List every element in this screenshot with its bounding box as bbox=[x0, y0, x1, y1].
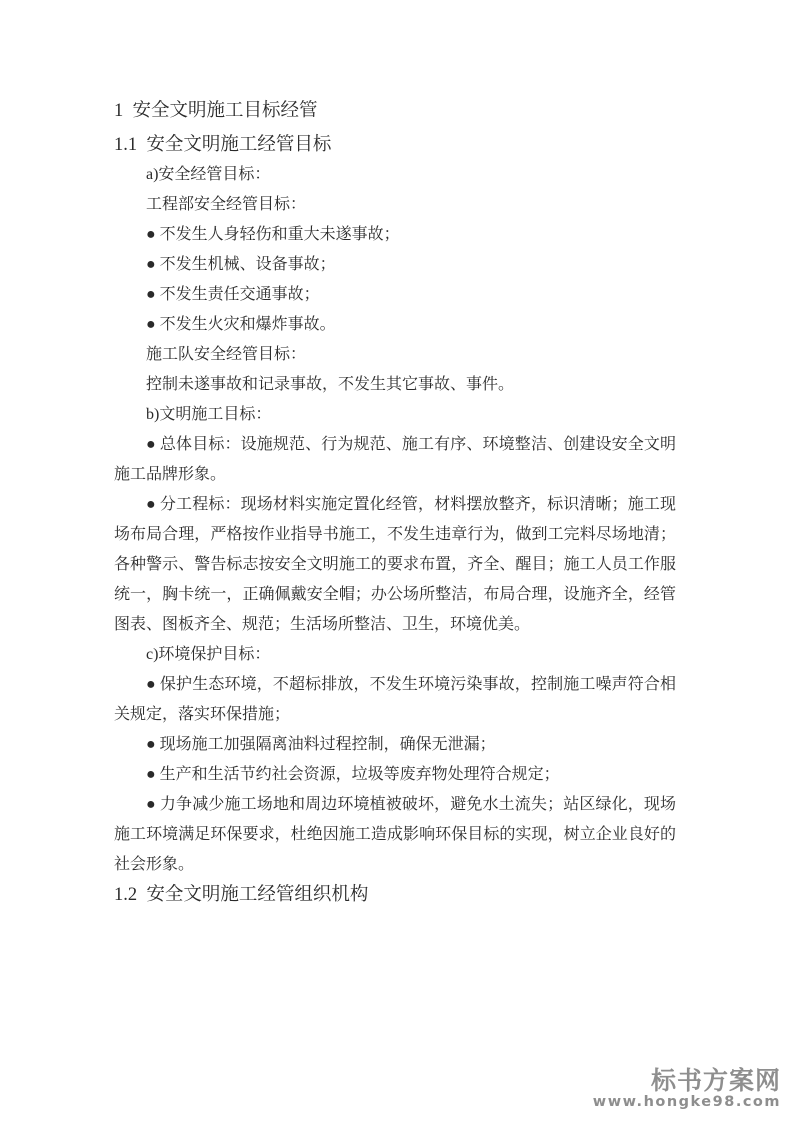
para-team-goal-label: 施工队安全经管目标： bbox=[146, 346, 307, 363]
para-env-goal-label: c)环境保护目标： bbox=[146, 646, 271, 663]
watermark-site-url: www.hongke98.com bbox=[592, 1094, 781, 1110]
para-team-goal-text: 控制未遂事故和记录事故，不发生其它事故、事件。 bbox=[146, 376, 515, 393]
bullet-item: ● 不发生责任交通事故； bbox=[146, 286, 320, 303]
bullet-item: ● 不发生人身轻伤和重大未遂事故； bbox=[146, 226, 400, 243]
bullet-item: ● 总体目标：设施规范、行为规范、施工有序、环境整洁、创建设安全文明施工品牌形象。 bbox=[114, 436, 676, 483]
para-dept-goal-label: 工程部安全经管目标： bbox=[146, 196, 307, 213]
bullet-item: ● 不发生机械、设备事故； bbox=[146, 256, 336, 273]
watermark-site-name: 标书方案网 bbox=[650, 1066, 781, 1095]
heading-section-1-1: 1.1 安全文明施工经管目标 bbox=[114, 135, 332, 155]
para-civilized-goal-label: b)文明施工目标： bbox=[146, 406, 272, 423]
heading-chapter-1: 1 安全文明施工目标经管 bbox=[114, 101, 318, 121]
document-content bbox=[114, 96, 676, 910]
bullet-item: ● 不发生火灾和爆炸事故。 bbox=[146, 316, 336, 333]
bullet-item: ● 力争减少施工场地和周边环境植被破坏，避免水土流失；站区绿化，现场施工环境满足环保要求，杜绝因施工造成影响环保目标的实现，树立企业良好的社会形象。 bbox=[114, 796, 676, 873]
para-safety-goal-label: a)安全经管目标： bbox=[146, 166, 271, 183]
bullet-item: ● 现场施工加强隔离油料过程控制，确保无泄漏； bbox=[146, 736, 496, 753]
watermark bbox=[593, 1067, 781, 1111]
bullet-item: ● 分工程标：现场材料实施定置化经管，材料摆放整齐，标识清晰；施工现场布局合理，严格按作业指导书施工，不发生违章行为，做到工完料尽场地清；各种警示、警告标志按安全文明施工的要求布置，齐全、醒目；施工人员工作服统一，胸卡统一，正确佩戴安全帽；办公场所整洁，布局合理，设施齐全，经管图表、图板齐全、规范；生活场所整洁、卫生，环境优美。 bbox=[114, 496, 676, 633]
bullet-item: ● 保护生态环境，不超标排放，不发生环境污染事故，控制施工噪声符合相关规定，落实环保措施； bbox=[114, 676, 676, 723]
heading-section-1-2: 1.2 安全文明施工经管组织机构 bbox=[114, 885, 369, 905]
bullet-item: ● 生产和生活节约社会资源，垃圾等废弃物处理符合规定； bbox=[146, 766, 560, 783]
